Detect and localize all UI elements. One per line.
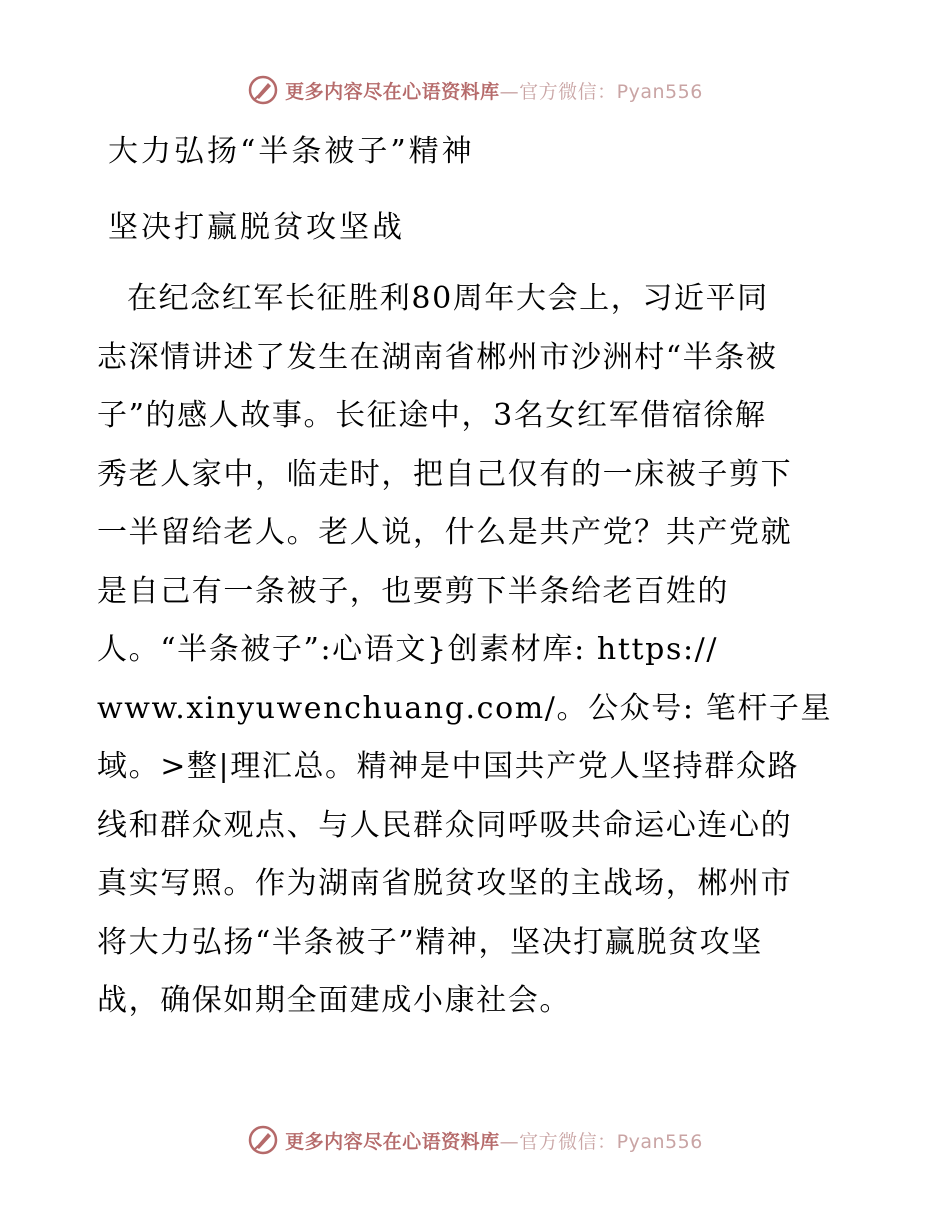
- document-title-line-1: 大力弘扬“半条被子”精神: [108, 134, 475, 169]
- body-line: 域。>整|理汇总。精神是中国共产党人坚持群众路: [97, 749, 800, 784]
- body-line: 一半留给老人。老人说，什么是共产党？共产党就: [97, 515, 793, 550]
- body-line: 是自己有一条被子，也要剪下半条给老百姓的: [97, 573, 729, 609]
- body-line: 将大力弘扬“半条被子”精神，坚决打赢脱贫攻坚: [97, 924, 763, 960]
- watermark-contact: —官方微信：Pyan556: [499, 1130, 703, 1153]
- footer-watermark: [0, 1120, 950, 1160]
- quill-logo-icon: [247, 1124, 279, 1156]
- body-line: 线和群众观点、与人民群众同呼吸共命运心连心的: [97, 807, 793, 843]
- watermark-contact: —官方微信：Pyan556: [499, 80, 703, 103]
- watermark-highlight: 更多内容尽在心语资料库: [285, 1130, 500, 1153]
- body-line: 真实写照。作为湖南省脱贫攻坚的主战场，郴州市: [97, 866, 793, 901]
- document-title-line-2: 坚决打赢脱贫攻坚战: [108, 210, 405, 245]
- watermark-text: [285, 1127, 703, 1154]
- quill-logo-icon: [247, 74, 279, 106]
- watermark-text: [285, 77, 703, 104]
- body-line: 战，确保如期全面建成小康社会。: [97, 983, 571, 1018]
- body-line: 志深情讲述了发生在湖南省郴州市沙洲村“半条被: [97, 339, 778, 375]
- body-line: 秀老人家中，临走时，把自己仅有的一床被子剪下: [97, 456, 793, 492]
- document-body: [97, 270, 857, 1031]
- body-line: www.xinyuwenchuang.com/。公众号: 笔杆子星: [97, 690, 833, 726]
- body-line: 人。“半条被子”:心语文}创素材库: https://: [97, 632, 719, 667]
- header-watermark: [0, 70, 950, 110]
- watermark-highlight: 更多内容尽在心语资料库: [285, 80, 500, 103]
- body-line: 子”的感人故事。长征途中，3名女红军借宿徐解: [97, 398, 767, 433]
- body-line: 在纪念红军长征胜利80周年大会上，习近平同: [127, 281, 769, 316]
